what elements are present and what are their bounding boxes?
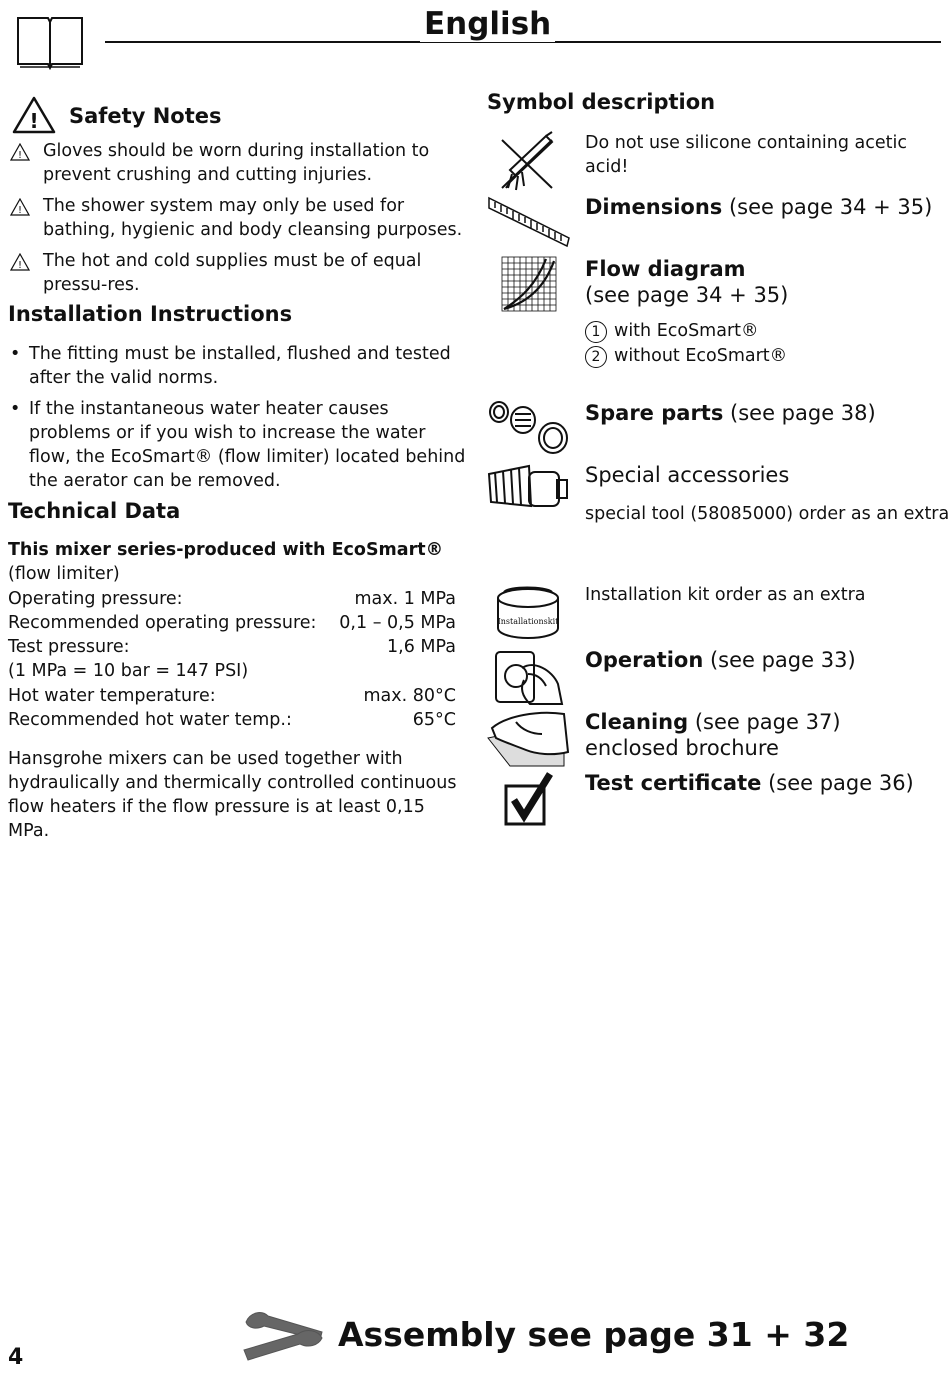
flow-without-ecosmart: 2 without EcoSmart® bbox=[585, 344, 787, 368]
warning-small-icon bbox=[10, 143, 30, 161]
silicone-warning: Do not use silicone containing acetic acid! bbox=[585, 133, 907, 177]
spare-parts-row: Spare parts (see page 38) bbox=[585, 401, 876, 425]
kit-label: Installationskit bbox=[497, 617, 559, 626]
installation-title: Installation Instructions bbox=[8, 302, 293, 326]
operation-row: Operation (see page 33) bbox=[585, 648, 856, 672]
checkbox-check-icon bbox=[504, 772, 554, 828]
silicone-gun-icon bbox=[496, 130, 560, 192]
operation-hand-icon bbox=[492, 646, 564, 706]
cleaning-row: Cleaning (see page 37) enclosed brochure bbox=[585, 710, 841, 760]
safety-notes-title: Safety Notes bbox=[69, 104, 222, 128]
technical-row: Recommended operating pressure: 0,1 – 0,5 MPa bbox=[8, 613, 456, 633]
dimensions-row: Dimensions (see page 34 + 35) bbox=[585, 195, 933, 219]
technical-note: Hansgrohe mixers can be used together with hydraulically and thermically controlled continuous flow heaters if the flow pressure is at least 0,15 MPa. bbox=[8, 749, 457, 841]
installation-item: • If the instantaneous water heater causes problems or if you wish to increase the water flow, the EcoSmart® (flow limiter) located behind the aerator can be removed. bbox=[10, 399, 466, 491]
installation-item: • The fitting must be installed, flushed and tested after the valid norms. bbox=[10, 344, 451, 388]
assembly-reference: Assembly see page 31 + 32 bbox=[338, 1315, 850, 1354]
special-tool-icon bbox=[485, 462, 571, 516]
page-number: 4 bbox=[8, 1345, 24, 1370]
svg-text:!: ! bbox=[17, 260, 23, 271]
svg-text:!: ! bbox=[17, 205, 23, 216]
installation-kit-text: Installation kit order as an extra bbox=[585, 585, 866, 605]
symbol-description-title: Symbol description bbox=[487, 90, 716, 114]
technical-title: Technical Data bbox=[8, 499, 181, 523]
cleaning-hand-icon bbox=[486, 708, 570, 768]
technical-row: Operating pressure: max. 1 MPa bbox=[8, 589, 456, 609]
technical-row: (1 MPa = 10 bar = 147 PSI) bbox=[8, 661, 249, 681]
flow-diagram-icon bbox=[500, 255, 558, 313]
svg-text:!: ! bbox=[17, 150, 23, 161]
technical-intro: This mixer series-produced with EcoSmart® (flow limiter) bbox=[8, 540, 444, 584]
svg-text:!: ! bbox=[29, 109, 39, 133]
flow-diagram-row: Flow diagram (see page 34 + 35) bbox=[585, 257, 789, 307]
language-title: English bbox=[420, 6, 555, 42]
safety-note: ! The hot and cold supplies must be of equal pressu-res. bbox=[8, 249, 468, 297]
special-accessories-text: special tool (58085000) order as an extra bbox=[585, 504, 950, 524]
ruler-icon bbox=[487, 194, 571, 248]
technical-row: Recommended hot water temp.: 65°C bbox=[8, 710, 456, 730]
flow-with-ecosmart: 1 with EcoSmart® bbox=[585, 319, 759, 343]
technical-row: Hot water temperature: max. 80°C bbox=[8, 686, 456, 706]
safety-note: ! Gloves should be worn during installation to prevent crushing and cutting injuries. bbox=[8, 139, 468, 187]
test-certificate-row: Test certificate (see page 36) bbox=[585, 771, 914, 795]
safety-note: ! The shower system may only be used for bathing, hygienic and body cleansing purposes. bbox=[8, 194, 468, 242]
warning-small-icon bbox=[10, 198, 30, 216]
warning-small-icon bbox=[10, 253, 30, 271]
wrench-icon bbox=[240, 1304, 326, 1362]
spare-parts-icon bbox=[487, 396, 571, 456]
technical-row: Test pressure: 1,6 MPa bbox=[8, 637, 456, 657]
installation-kit-icon bbox=[494, 584, 562, 642]
special-accessories-title: Special accessories bbox=[585, 463, 790, 487]
